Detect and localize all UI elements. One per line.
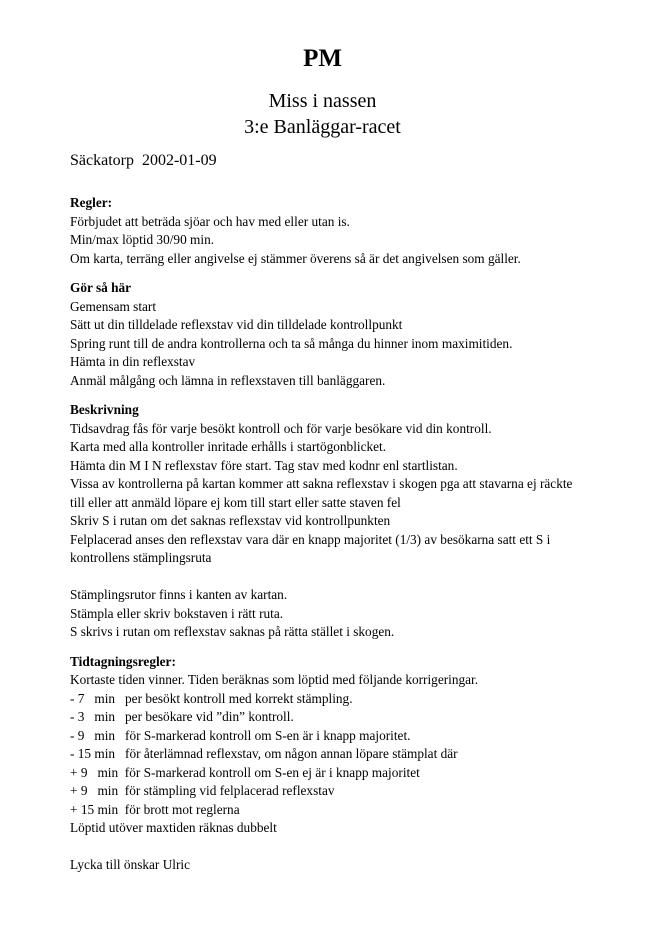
- section-heading: Gör så här: [70, 280, 132, 295]
- timing-rule: - 3 min per besökare vid ”din” kontroll.: [70, 709, 294, 724]
- place-date: Säckatorp 2002-01-09: [70, 152, 217, 169]
- text-line: Spring runt till de andra kontrollerna och ta så många du hinner inom maximitiden.: [70, 335, 513, 351]
- text-line: Om karta, terräng eller angivelse ej stämmer överens så är det angivelsen som gäller.: [70, 250, 521, 266]
- event-name: Miss i nassen: [268, 90, 377, 112]
- timing-rule: - 15 min för återlämnad reflexstav, om någon annan löpare stämplat där: [70, 746, 458, 761]
- text-line: Löptid utöver maxtiden räknas dubbelt: [70, 820, 277, 835]
- text-line: Hämta in din reflexstav: [70, 354, 196, 369]
- text-line: kontrollens stämplingsruta: [70, 550, 212, 565]
- document-title: PM: [303, 45, 342, 72]
- text-line: Tidsavdrag fås för varje besökt kontroll och för varje besökare vid din kontroll.: [70, 420, 492, 436]
- section-heading: Regler:: [70, 195, 113, 210]
- section-beskrivning: [70, 401, 630, 642]
- timing-rule: + 9 min för stämpling vid felplacerad reflexstav: [70, 783, 335, 798]
- text-line: Vissa av kontrollerna på kartan kommer att sakna reflexstav i skogen pga att stavarna ej räckte: [70, 476, 573, 491]
- text-line: Min/max löptid 30/90 min.: [70, 232, 215, 247]
- text-line: Felplacerad anses den reflexstav vara där en knapp majoritet (1/3) av besökarna satt ett S i: [70, 531, 551, 547]
- text-line: Karta med alla kontroller inritade erhålls i startögonblicket.: [70, 439, 387, 454]
- section-heading: Tidtagningsregler:: [70, 653, 176, 669]
- text-line: Anmäl målgång och lämna in reflexstaven till banläggaren.: [70, 372, 386, 388]
- timing-rule: + 15 min för brott mot reglerna: [70, 801, 240, 817]
- document-body: [70, 194, 630, 875]
- text-line: Stämpla eller skriv bokstaven i rätt ruta.: [70, 605, 284, 621]
- section-tidtagning: [70, 653, 630, 838]
- text-line: Förbjudet att beträda sjöar och hav med eller utan is.: [70, 213, 350, 229]
- event-subtitle: 3:e Banläggar-racet: [244, 116, 401, 138]
- text-line: Skriv S i rutan om det saknas reflexstav vid kontrollpunkten: [70, 513, 391, 528]
- timing-rule: - 9 min för S-markerad kontroll om S-en är i knapp majoritet.: [70, 727, 411, 743]
- text-line: Hämta din M I N reflexstav före start. Tag stav med kodnr enl startlistan.: [70, 457, 458, 473]
- text-line: Stämplingsrutor finns i kanten av kartan.: [70, 587, 288, 602]
- section-gor-sa-har: [70, 279, 630, 390]
- timing-rule: + 9 min för S-markerad kontroll om S-en ej är i knapp majoritet: [70, 764, 420, 780]
- text-line: Kortaste tiden vinner. Tiden beräknas som löptid med följande korrigeringar.: [70, 672, 479, 687]
- text-line: Sätt ut din tilldelade reflexstav vid din tilldelade kontrollpunkt: [70, 317, 403, 332]
- section-heading: Beskrivning: [70, 402, 139, 417]
- closing-signature: Lycka till önskar Ulric: [70, 857, 191, 872]
- text-line: S skrivs i rutan om reflexstav saknas på rätta stället i skogen.: [70, 624, 395, 639]
- timing-rule: - 7 min per besökt kontroll med korrekt stämpling.: [70, 690, 353, 706]
- section-regler: [70, 194, 630, 268]
- text-line: till eller att anmäld löpare ej kom till start eller satte staven fel: [70, 494, 401, 510]
- text-line: Gemensam start: [70, 298, 157, 314]
